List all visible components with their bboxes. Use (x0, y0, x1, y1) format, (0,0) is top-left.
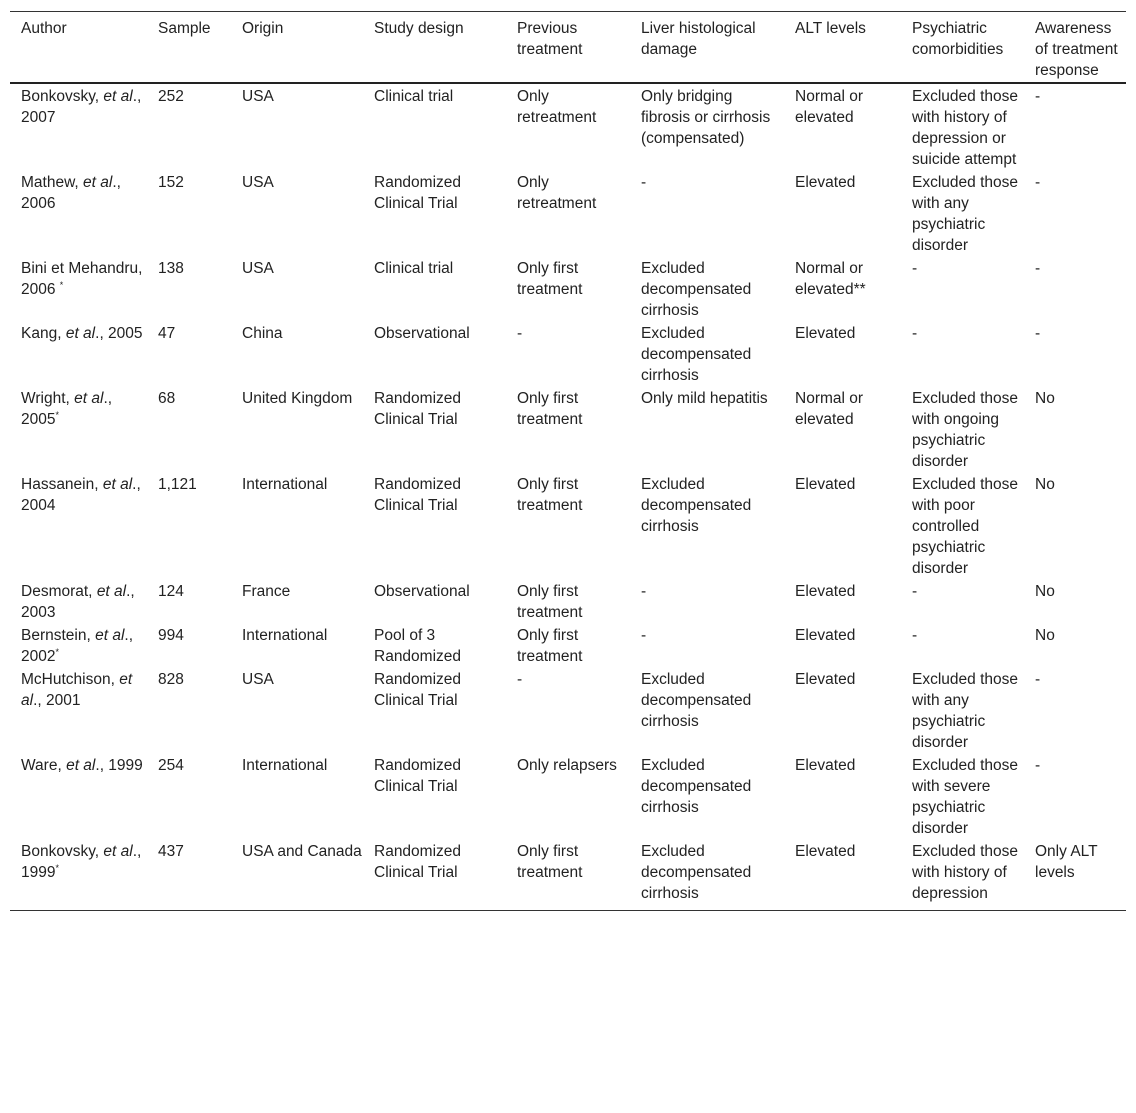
cell-sample: 152 (158, 174, 184, 191)
cell-sample: 994 (158, 627, 184, 644)
table-row (10, 321, 1126, 386)
cell-awareness: - (1035, 88, 1041, 105)
author-name: Ware, (21, 757, 62, 774)
author-etal: et al (65, 325, 96, 342)
cell-origin: USA (242, 671, 274, 688)
cell-author (10, 667, 147, 753)
cell-previous-treatment: Only first treatment (517, 260, 583, 298)
table-row (10, 170, 1126, 256)
cell-author (10, 623, 147, 667)
author-year: ., 2002 (21, 627, 134, 665)
cell-awareness: Only ALT levels (1035, 843, 1098, 881)
cell-alt-levels: Elevated (795, 627, 856, 644)
author-footnote-mark: * (55, 647, 59, 657)
table-row (10, 667, 1126, 753)
cell-alt-levels: Elevated (795, 843, 856, 860)
cell-psychiatric-comorbidities: Excluded those with any psychiatric disorder (912, 174, 1018, 254)
author-year: ., 1999 (95, 757, 143, 774)
cell-previous-treatment: Only first treatment (517, 843, 583, 881)
cell-liver-damage: Excluded decompensated cirrhosis (641, 757, 752, 816)
author-etal: et al (95, 627, 125, 644)
cell-author (10, 83, 147, 170)
cell-study-design: Clinical trial (374, 260, 454, 277)
table-row (10, 839, 1126, 911)
author-footnote-mark: * (55, 410, 59, 420)
cell-author (10, 170, 147, 256)
cell-study-design: Randomized Clinical Trial (374, 476, 462, 514)
author-footnote-mark: * (59, 280, 64, 290)
author-name: Desmorat, (21, 583, 93, 600)
author-etal: et al (96, 583, 127, 600)
cell-sample: 47 (158, 325, 176, 342)
author-footnote-mark: * (55, 863, 59, 873)
author-etal: et al (102, 476, 133, 493)
cell-origin: France (242, 583, 291, 600)
cell-previous-treatment: Only first treatment (517, 390, 583, 428)
cell-psychiatric-comorbidities: - (912, 325, 918, 342)
cell-psychiatric-comorbidities: - (912, 583, 918, 600)
author-name: Bernstein, (21, 627, 91, 644)
cell-author (10, 321, 147, 386)
cell-alt-levels: Elevated (795, 325, 856, 342)
table-header (10, 12, 1126, 84)
cell-previous-treatment: Only retreatment (517, 174, 597, 212)
table-row (10, 753, 1126, 839)
author-name: Kang, (21, 325, 62, 342)
cell-author (10, 472, 147, 579)
cell-liver-damage: Excluded decompensated cirrhosis (641, 476, 752, 535)
author-year: ., 2004 (21, 476, 141, 514)
cell-alt-levels: Elevated (795, 583, 856, 600)
cell-origin: USA and Canada (242, 843, 362, 860)
cell-psychiatric-comorbidities: Excluded those with history of depression (912, 843, 1018, 902)
studies-table (10, 11, 1126, 911)
author-name: Bonkovsky, (21, 88, 100, 105)
cell-sample: 1,121 (158, 476, 197, 493)
author-etal: et al (66, 757, 96, 774)
author-etal: et al (83, 174, 113, 191)
author-etal: et al (74, 390, 104, 407)
author-name: Hassanein, (21, 476, 99, 493)
author-etal: et al (103, 88, 133, 105)
cell-study-design: Randomized Clinical Trial (374, 174, 462, 212)
cell-alt-levels: Elevated (795, 174, 856, 191)
cell-awareness: - (1035, 325, 1041, 342)
cell-psychiatric-comorbidities: Excluded those with poor controlled psychiatric disorder (912, 476, 1018, 577)
author-etal: et al (103, 843, 133, 860)
cell-origin: United Kingdom (242, 390, 353, 407)
cell-alt-levels: Elevated (795, 476, 856, 493)
cell-liver-damage: - (641, 174, 647, 191)
cell-awareness: No (1035, 627, 1055, 644)
cell-awareness: - (1035, 260, 1041, 277)
cell-sample: 124 (158, 583, 184, 600)
cell-study-design: Randomized Clinical Trial (374, 671, 462, 709)
cell-alt-levels: Elevated (795, 757, 856, 774)
cell-awareness: No (1035, 390, 1055, 407)
cell-previous-treatment: Only first treatment (517, 627, 583, 665)
cell-psychiatric-comorbidities: - (912, 260, 918, 277)
header-previous-treatment: Previous treatment (517, 20, 583, 58)
table-row (10, 256, 1126, 321)
header-origin: Origin (242, 20, 284, 37)
cell-author (10, 386, 147, 472)
author-name: Mathew, (21, 174, 79, 191)
cell-alt-levels: Normal or elevated (795, 88, 864, 126)
cell-author (10, 839, 147, 911)
table-row (10, 83, 1126, 170)
cell-study-design: Clinical trial (374, 88, 454, 105)
cell-sample: 437 (158, 843, 184, 860)
header-psychiatric-comorbidities: Psychiatric comorbidities (912, 20, 1004, 58)
cell-liver-damage: Excluded decompensated cirrhosis (641, 843, 752, 902)
cell-origin: USA (242, 88, 274, 105)
cell-awareness: - (1035, 671, 1041, 688)
author-year: ., 2006 (21, 174, 121, 212)
studies-table-container (10, 11, 1126, 911)
author-etal: et al (21, 671, 133, 709)
cell-study-design: Randomized Clinical Trial (374, 843, 462, 881)
cell-study-design: Randomized Clinical Trial (374, 390, 462, 428)
header-liver-damage: Liver histological damage (641, 20, 756, 58)
cell-study-design: Observational (374, 583, 470, 600)
cell-awareness: - (1035, 757, 1041, 774)
cell-liver-damage: Excluded decompensated cirrhosis (641, 260, 752, 319)
cell-sample: 252 (158, 88, 184, 105)
cell-previous-treatment: Only first treatment (517, 583, 583, 621)
table-row (10, 623, 1126, 667)
cell-previous-treatment: Only retreatment (517, 88, 597, 126)
cell-author (10, 753, 147, 839)
cell-alt-levels: Elevated (795, 671, 856, 688)
cell-liver-damage: Excluded decompensated cirrhosis (641, 671, 752, 730)
author-name: Bonkovsky, (21, 843, 100, 860)
cell-liver-damage: Only bridging fibrosis or cirrhosis (compensated) (641, 88, 771, 147)
author-year: ., 2003 (21, 583, 135, 621)
cell-sample: 828 (158, 671, 184, 688)
cell-previous-treatment: Only relapsers (517, 757, 617, 774)
cell-psychiatric-comorbidities: Excluded those with severe psychiatric disorder (912, 757, 1018, 837)
author-year: ., 2005 (21, 390, 113, 428)
author-name: Bini et Mehandru, 2006 (21, 260, 143, 298)
header-awareness: Awareness of treatment response (1035, 20, 1118, 79)
table-body (10, 83, 1126, 911)
cell-previous-treatment: - (517, 325, 523, 342)
cell-study-design: Pool of 3 Randomized (374, 627, 462, 665)
cell-sample: 254 (158, 757, 184, 774)
cell-awareness: No (1035, 476, 1055, 493)
author-year: ., 2007 (21, 88, 142, 126)
cell-alt-levels: Normal or elevated** (795, 260, 866, 298)
cell-liver-damage: - (641, 627, 647, 644)
cell-awareness: - (1035, 174, 1041, 191)
header-author: Author (21, 20, 67, 37)
cell-origin: China (242, 325, 283, 342)
cell-origin: International (242, 476, 328, 493)
author-year: ., 2001 (33, 692, 81, 709)
author-name: McHutchison, (21, 671, 115, 688)
cell-sample: 138 (158, 260, 184, 277)
header-study-design: Study design (374, 20, 464, 37)
author-year: ., 2005 (95, 325, 143, 342)
cell-psychiatric-comorbidities: Excluded those with history of depression or suicide attempt (912, 88, 1018, 168)
cell-awareness: No (1035, 583, 1055, 600)
cell-psychiatric-comorbidities: - (912, 627, 918, 644)
cell-origin: USA (242, 174, 274, 191)
cell-alt-levels: Normal or elevated (795, 390, 864, 428)
cell-study-design: Observational (374, 325, 470, 342)
table-row (10, 579, 1126, 623)
cell-liver-damage: Only mild hepatitis (641, 390, 768, 407)
author-year: ., 1999 (21, 843, 142, 881)
cell-previous-treatment: Only first treatment (517, 476, 583, 514)
cell-author (10, 579, 147, 623)
header-row (10, 12, 1126, 84)
header-alt-levels: ALT levels (795, 20, 866, 37)
cell-psychiatric-comorbidities: Excluded those with any psychiatric disorder (912, 671, 1018, 751)
author-name: Wright, (21, 390, 70, 407)
cell-psychiatric-comorbidities: Excluded those with ongoing psychiatric disorder (912, 390, 1018, 470)
cell-origin: International (242, 627, 328, 644)
cell-author (10, 256, 147, 321)
cell-origin: USA (242, 260, 274, 277)
cell-liver-damage: Excluded decompensated cirrhosis (641, 325, 752, 384)
cell-sample: 68 (158, 390, 176, 407)
cell-previous-treatment: - (517, 671, 523, 688)
cell-origin: International (242, 757, 328, 774)
table-row (10, 386, 1126, 472)
table-row (10, 472, 1126, 579)
cell-liver-damage: - (641, 583, 647, 600)
cell-study-design: Randomized Clinical Trial (374, 757, 462, 795)
header-sample: Sample (158, 20, 211, 37)
